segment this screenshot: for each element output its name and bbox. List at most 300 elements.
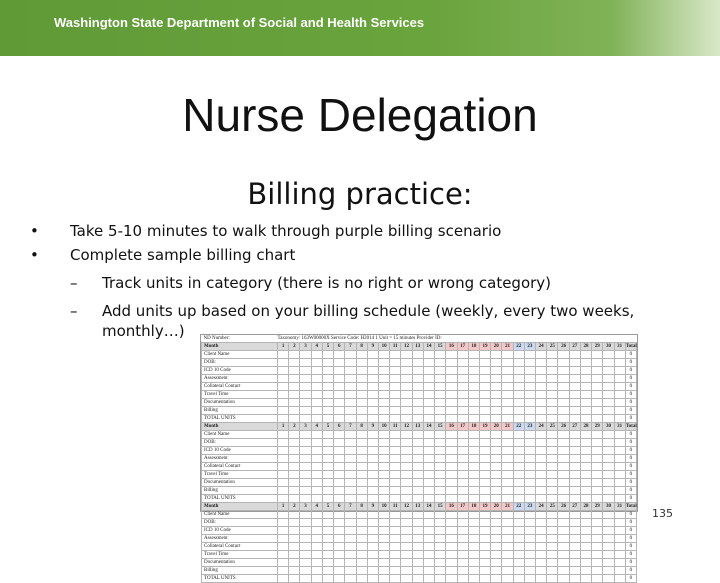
day-cell — [311, 479, 322, 487]
day-cell — [524, 471, 535, 479]
day-cell — [423, 447, 434, 455]
day-cell — [311, 495, 322, 503]
day-cell — [435, 551, 446, 559]
day-cell — [479, 407, 490, 415]
day-cell — [345, 391, 356, 399]
day-cell — [513, 471, 524, 479]
day-cell — [334, 527, 345, 535]
day-cell — [289, 463, 300, 471]
day-cell — [468, 519, 479, 527]
day-header-cell: 26 — [558, 423, 569, 431]
day-cell — [580, 479, 591, 487]
day-cell — [345, 551, 356, 559]
day-cell — [513, 535, 524, 543]
day-cell — [367, 551, 378, 559]
day-cell — [468, 447, 479, 455]
day-cell — [513, 495, 524, 503]
day-cell — [345, 519, 356, 527]
day-cell — [536, 527, 547, 535]
day-header-cell: 20 — [491, 423, 502, 431]
day-cell — [592, 407, 603, 415]
day-cell — [479, 511, 490, 519]
day-cell — [300, 535, 311, 543]
day-cell — [603, 359, 614, 367]
day-cell — [569, 471, 580, 479]
day-cell — [423, 351, 434, 359]
day-cell — [390, 439, 401, 447]
row-total: 0 — [625, 519, 636, 527]
day-header-cell: 14 — [423, 423, 434, 431]
day-cell — [412, 567, 423, 575]
day-cell — [446, 447, 457, 455]
day-cell — [524, 439, 535, 447]
day-header-cell: 28 — [580, 343, 591, 351]
day-cell — [468, 535, 479, 543]
day-cell — [322, 495, 333, 503]
day-cell — [322, 415, 333, 423]
day-cell — [278, 447, 289, 455]
day-cell — [457, 551, 468, 559]
day-cell — [524, 551, 535, 559]
row-total: 0 — [625, 391, 636, 399]
day-cell — [334, 439, 345, 447]
day-cell — [378, 471, 389, 479]
day-cell — [401, 471, 412, 479]
row-total: 0 — [625, 463, 636, 471]
day-cell — [412, 535, 423, 543]
day-cell — [289, 351, 300, 359]
day-cell — [457, 527, 468, 535]
day-cell — [536, 519, 547, 527]
day-cell — [289, 415, 300, 423]
day-cell — [435, 447, 446, 455]
day-cell — [479, 447, 490, 455]
day-cell — [502, 551, 513, 559]
day-cell — [580, 471, 591, 479]
day-cell — [580, 431, 591, 439]
day-cell — [614, 439, 625, 447]
day-cell — [356, 351, 367, 359]
day-cell — [278, 551, 289, 559]
day-cell — [592, 471, 603, 479]
day-cell — [289, 479, 300, 487]
day-header-cell: 9 — [367, 503, 378, 511]
day-cell — [435, 519, 446, 527]
day-cell — [547, 415, 558, 423]
day-cell — [278, 519, 289, 527]
day-cell — [502, 375, 513, 383]
day-header-cell: 17 — [457, 343, 468, 351]
day-cell — [547, 367, 558, 375]
day-cell — [412, 463, 423, 471]
day-cell — [491, 575, 502, 583]
day-cell — [569, 367, 580, 375]
day-cell — [311, 463, 322, 471]
day-cell — [446, 351, 457, 359]
row-total: 0 — [625, 567, 636, 575]
day-cell — [524, 431, 535, 439]
row-total: 0 — [625, 359, 636, 367]
day-header-cell: 8 — [356, 423, 367, 431]
day-cell — [491, 495, 502, 503]
day-cell — [547, 447, 558, 455]
day-cell — [468, 391, 479, 399]
day-cell — [367, 399, 378, 407]
day-cell — [536, 431, 547, 439]
day-cell — [502, 367, 513, 375]
day-cell — [468, 415, 479, 423]
day-cell — [401, 559, 412, 567]
row-label: Collateral Contact — [202, 543, 278, 551]
day-cell — [412, 511, 423, 519]
day-cell — [614, 575, 625, 583]
day-cell — [536, 407, 547, 415]
day-cell — [614, 447, 625, 455]
day-cell — [614, 543, 625, 551]
day-cell — [468, 567, 479, 575]
day-cell — [300, 351, 311, 359]
day-cell — [446, 391, 457, 399]
day-cell — [536, 559, 547, 567]
day-cell — [457, 415, 468, 423]
row-total: 0 — [625, 471, 636, 479]
day-cell — [289, 487, 300, 495]
day-cell — [468, 367, 479, 375]
sub-bullet-text: Add units up based on your billing schedule (weekly, every two weeks, — [102, 302, 635, 320]
day-cell — [367, 487, 378, 495]
day-cell — [278, 359, 289, 367]
day-cell — [479, 383, 490, 391]
day-cell — [569, 455, 580, 463]
row-label: Assessment — [202, 375, 278, 383]
day-cell — [446, 375, 457, 383]
day-cell — [390, 351, 401, 359]
day-cell — [334, 399, 345, 407]
sub-bullet-text: Track units in category (there is no right or wrong category) — [102, 274, 552, 292]
day-cell — [356, 511, 367, 519]
day-header-cell: 31 — [614, 423, 625, 431]
day-cell — [334, 351, 345, 359]
day-cell — [334, 559, 345, 567]
day-cell — [356, 439, 367, 447]
day-header-cell: 29 — [592, 423, 603, 431]
day-cell — [479, 479, 490, 487]
day-cell — [592, 535, 603, 543]
day-cell — [580, 463, 591, 471]
day-cell — [580, 351, 591, 359]
day-cell — [390, 415, 401, 423]
day-cell — [435, 407, 446, 415]
day-cell — [569, 415, 580, 423]
day-cell — [289, 407, 300, 415]
day-header-cell: 4 — [311, 423, 322, 431]
day-cell — [558, 447, 569, 455]
day-cell — [524, 455, 535, 463]
day-cell — [390, 455, 401, 463]
day-cell — [378, 399, 389, 407]
day-cell — [479, 551, 490, 559]
day-cell — [401, 399, 412, 407]
day-cell — [580, 559, 591, 567]
day-cell — [311, 391, 322, 399]
page-number: 135 — [652, 507, 673, 520]
day-cell — [446, 535, 457, 543]
day-cell — [367, 463, 378, 471]
day-cell — [278, 375, 289, 383]
day-cell — [524, 383, 535, 391]
day-cell — [423, 575, 434, 583]
day-header-cell: 12 — [401, 423, 412, 431]
day-header-cell: 10 — [378, 343, 389, 351]
day-cell — [603, 567, 614, 575]
day-cell — [569, 383, 580, 391]
day-cell — [569, 399, 580, 407]
day-cell — [412, 431, 423, 439]
day-header-cell: 5 — [322, 423, 333, 431]
day-cell — [278, 367, 289, 375]
day-cell — [423, 519, 434, 527]
day-cell — [401, 375, 412, 383]
day-cell — [547, 543, 558, 551]
day-cell — [278, 575, 289, 583]
day-cell — [558, 391, 569, 399]
day-cell — [491, 543, 502, 551]
day-header-cell: 16 — [446, 343, 457, 351]
billing-row — [202, 551, 637, 559]
day-cell — [435, 391, 446, 399]
day-cell — [356, 391, 367, 399]
day-header-cell: 25 — [547, 503, 558, 511]
day-cell — [558, 439, 569, 447]
day-cell — [356, 455, 367, 463]
day-cell — [311, 543, 322, 551]
day-cell — [524, 511, 535, 519]
day-header-cell: 7 — [345, 423, 356, 431]
day-cell — [378, 535, 389, 543]
day-cell — [558, 359, 569, 367]
day-cell — [300, 375, 311, 383]
day-cell — [311, 559, 322, 567]
day-cell — [390, 511, 401, 519]
day-cell — [334, 519, 345, 527]
day-header-cell: 21 — [502, 343, 513, 351]
day-cell — [468, 575, 479, 583]
day-cell — [468, 543, 479, 551]
day-cell — [401, 383, 412, 391]
day-cell — [423, 439, 434, 447]
row-total: 0 — [625, 383, 636, 391]
day-cell — [334, 431, 345, 439]
day-cell — [311, 511, 322, 519]
day-cell — [412, 543, 423, 551]
billing-row — [202, 535, 637, 543]
day-cell — [367, 495, 378, 503]
day-cell — [345, 383, 356, 391]
billing-row — [202, 487, 637, 495]
day-header-cell: 3 — [300, 343, 311, 351]
day-cell — [423, 399, 434, 407]
row-label: Assessment — [202, 535, 278, 543]
day-cell — [390, 447, 401, 455]
day-cell — [401, 455, 412, 463]
row-label: ICD 10 Code — [202, 447, 278, 455]
day-cell — [502, 535, 513, 543]
day-header-cell: 11 — [390, 423, 401, 431]
day-cell — [435, 431, 446, 439]
day-cell — [322, 375, 333, 383]
day-cell — [300, 455, 311, 463]
day-cell — [479, 399, 490, 407]
day-cell — [547, 463, 558, 471]
day-cell — [401, 567, 412, 575]
slide-subtitle: Billing practice: — [247, 177, 473, 211]
day-cell — [390, 543, 401, 551]
day-cell — [502, 439, 513, 447]
day-cell — [580, 511, 591, 519]
day-header-cell: 8 — [356, 503, 367, 511]
day-cell — [536, 511, 547, 519]
day-cell — [614, 415, 625, 423]
day-cell — [311, 359, 322, 367]
day-cell — [614, 463, 625, 471]
day-cell — [322, 383, 333, 391]
day-cell — [614, 495, 625, 503]
day-cell — [479, 455, 490, 463]
day-cell — [378, 415, 389, 423]
day-header-cell: 27 — [569, 423, 580, 431]
day-header-cell: 1 — [278, 343, 289, 351]
day-cell — [289, 551, 300, 559]
day-cell — [468, 559, 479, 567]
day-cell — [536, 351, 547, 359]
day-cell — [524, 479, 535, 487]
day-cell — [412, 519, 423, 527]
day-cell — [412, 487, 423, 495]
day-cell — [300, 407, 311, 415]
day-header-cell: 17 — [457, 503, 468, 511]
day-cell — [345, 495, 356, 503]
day-cell — [513, 439, 524, 447]
row-total: 0 — [625, 367, 636, 375]
day-cell — [378, 487, 389, 495]
day-cell — [603, 415, 614, 423]
day-cell — [592, 487, 603, 495]
day-cell — [334, 367, 345, 375]
day-cell — [502, 463, 513, 471]
day-header-cell: 20 — [491, 503, 502, 511]
day-cell — [502, 519, 513, 527]
day-cell — [423, 463, 434, 471]
day-header-cell: 4 — [311, 343, 322, 351]
day-cell — [322, 535, 333, 543]
day-cell — [300, 519, 311, 527]
day-cell — [412, 575, 423, 583]
day-cell — [378, 575, 389, 583]
day-header-cell: 10 — [378, 503, 389, 511]
day-cell — [289, 519, 300, 527]
day-cell — [311, 567, 322, 575]
day-cell — [356, 471, 367, 479]
day-header-cell: 22 — [513, 423, 524, 431]
day-cell — [468, 375, 479, 383]
day-cell — [278, 487, 289, 495]
day-header-cell: 14 — [423, 343, 434, 351]
day-cell — [603, 487, 614, 495]
day-cell — [513, 575, 524, 583]
day-cell — [491, 391, 502, 399]
slide-title: Nurse Delegation — [182, 89, 538, 141]
day-cell — [536, 551, 547, 559]
day-header-cell: 14 — [423, 503, 434, 511]
day-cell — [569, 495, 580, 503]
billing-row — [202, 463, 637, 471]
day-cell — [390, 535, 401, 543]
day-cell — [569, 447, 580, 455]
day-cell — [536, 383, 547, 391]
day-cell — [614, 559, 625, 567]
day-cell — [502, 407, 513, 415]
day-cell — [435, 383, 446, 391]
day-cell — [547, 455, 558, 463]
day-cell — [300, 359, 311, 367]
day-header-cell: 2 — [289, 343, 300, 351]
dash-glyph: – — [70, 274, 78, 292]
day-cell — [334, 359, 345, 367]
day-cell — [547, 471, 558, 479]
row-label: DOB: — [202, 519, 278, 527]
day-cell — [278, 567, 289, 575]
row-total: 0 — [625, 415, 636, 423]
day-cell — [311, 447, 322, 455]
nd-number-label: ND Number: — [202, 335, 278, 343]
day-cell — [502, 391, 513, 399]
row-total: 0 — [625, 543, 636, 551]
day-cell — [300, 479, 311, 487]
day-cell — [300, 439, 311, 447]
day-cell — [502, 559, 513, 567]
day-cell — [300, 495, 311, 503]
day-cell — [378, 567, 389, 575]
day-cell — [446, 455, 457, 463]
day-cell — [278, 535, 289, 543]
day-cell — [502, 351, 513, 359]
day-cell — [334, 471, 345, 479]
day-header-cell: 24 — [536, 423, 547, 431]
day-cell — [479, 495, 490, 503]
day-cell — [502, 511, 513, 519]
day-cell — [345, 567, 356, 575]
day-header-cell: 23 — [524, 423, 535, 431]
day-cell — [300, 367, 311, 375]
day-cell — [356, 383, 367, 391]
day-cell — [468, 495, 479, 503]
day-cell — [423, 383, 434, 391]
day-cell — [311, 575, 322, 583]
day-cell — [569, 575, 580, 583]
day-cell — [603, 407, 614, 415]
day-cell — [614, 399, 625, 407]
day-header-cell: 22 — [513, 503, 524, 511]
day-cell — [334, 455, 345, 463]
day-cell — [592, 447, 603, 455]
day-cell — [378, 479, 389, 487]
day-cell — [435, 479, 446, 487]
day-header-cell: 19 — [479, 423, 490, 431]
day-cell — [378, 463, 389, 471]
day-cell — [536, 439, 547, 447]
row-total: 0 — [625, 535, 636, 543]
day-cell — [558, 543, 569, 551]
